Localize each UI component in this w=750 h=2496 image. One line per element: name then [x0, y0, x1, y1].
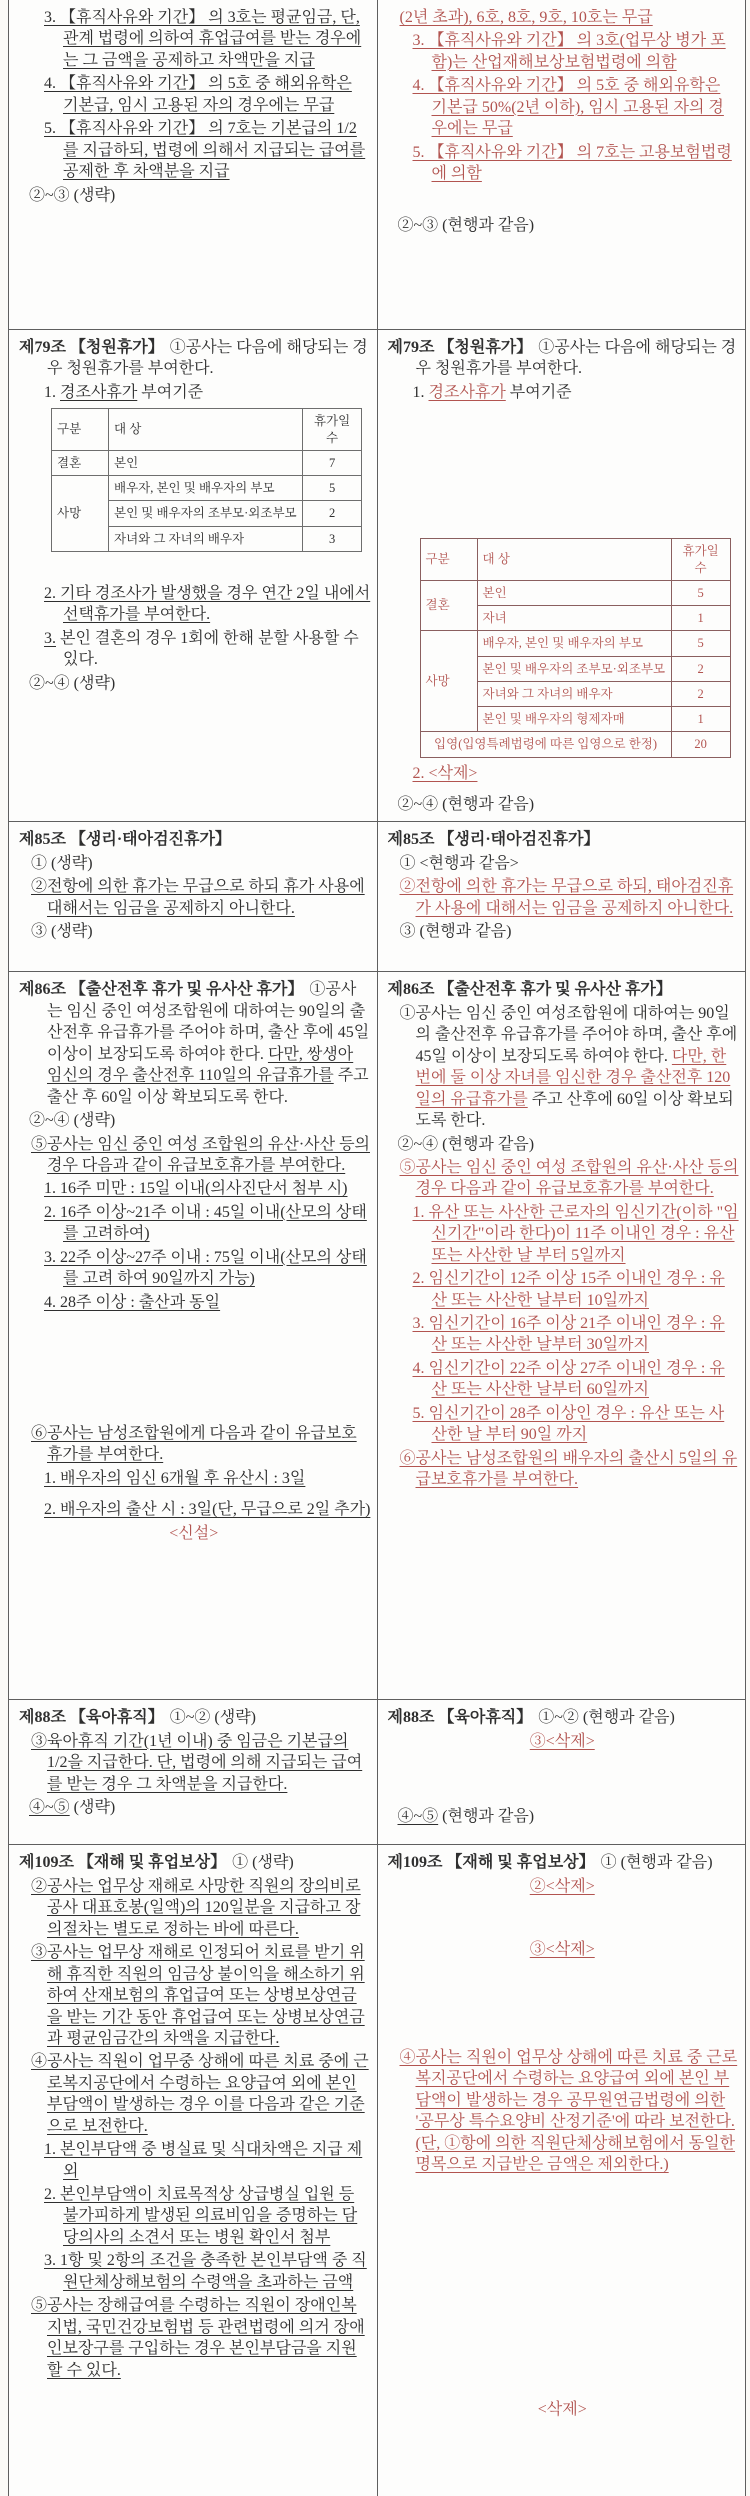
- revised-item-1: [412, 382, 740, 403]
- cell-content: [386, 7, 740, 325]
- days: 7: [303, 450, 362, 475]
- clause-1: ①공사는 다음에 해당되는 경우 청원휴가를 부여한다.: [415, 339, 737, 378]
- category-marriage: 결혼: [52, 450, 109, 475]
- article-88-revised-heading: [387, 1707, 740, 1728]
- clause-4: ④공사는 직원이 업무중 상해에 따른 치료 중에 근로복지공단에서 수령하는 요양급여 외에 본인부담액이 발생하는 경우 이를 다음과 같은 기준으로 보전한다.: [31, 2053, 369, 2135]
- clause-6-amended: ⑥공사는 남성조합원의 배우자의 출산시 5일의 유급보호휴가를 부여한다.: [399, 1449, 738, 1489]
- revised-item-2-deleted: 2. <삭제>: [412, 764, 478, 782]
- clause-1-part-b: 주고 산후에 60일 이상 확보되도록 한다.: [415, 1090, 734, 1130]
- clauses-1-2-omitted: ①~② (생략): [169, 1709, 256, 1727]
- clause-3: ③육아휴직 기간(1년 이내) 중 임금은 기본급의 1/2을 지급한다. 단, 법령에 의해 지급되는 급여를 받는 경우 그 차액분을 지급한다.: [31, 1732, 363, 1793]
- days: 5: [303, 476, 362, 501]
- cell-content: [386, 979, 740, 1695]
- target: 배우자, 본인 및 배우자의 부모: [109, 476, 303, 501]
- current-item-1: [44, 382, 371, 403]
- cell-current-79: [9, 330, 378, 822]
- days: 1: [671, 606, 730, 631]
- clause-5-item-2: 2. 임신기간이 12주 이상 15주 이내인 경우 : 유산 또는 사산한 날부터 10일까지: [412, 1270, 725, 1309]
- cell-content: [386, 1707, 740, 1840]
- clause-6-item-2: 2. 배우자의 출산 시 : 3일(단, 무급으로 2일 추가): [44, 1501, 371, 1519]
- days: 5: [671, 580, 730, 605]
- enlistment-row: 입영(입영특례법령에 따른 입영으로 한정): [420, 732, 671, 757]
- category-death: 사망: [420, 631, 477, 732]
- cell-content: [386, 1852, 740, 2492]
- spacer: [17, 557, 371, 583]
- current-item-3: 3. 【휴직사유와 기간】 의 3호는 평균임금, 단, 관계 법령에 의하여 휴업급여를 받는 경우에는 그 금액을 공제하고 차액만을 지급: [44, 9, 362, 69]
- row-article-109: [9, 1845, 746, 2496]
- clause-5-item-1: 1. 16주 미만 : 15일 이내(의사진단서 첨부 시): [44, 1180, 348, 1198]
- cell-revised-86: [377, 972, 746, 1700]
- header-days: 휴가일수: [671, 539, 730, 581]
- clause-5-item-4: 4. 28주 이상 : 출산과 동일: [44, 1293, 221, 1311]
- article-number: 제109조 【재해 및 휴업보상】: [19, 1854, 227, 1872]
- row-article-86: [9, 972, 746, 1700]
- clauses-1-2-unchanged: ①~② (현행과 같음): [538, 1709, 675, 1727]
- article-number: 제79조 【청원휴가】: [387, 339, 533, 356]
- clause-6: ⑥공사는 남성조합원에게 다음과 같이 유급보호휴가를 부여한다.: [31, 1425, 357, 1464]
- revised-unchanged-clauses: ②~③ (현행과 같음): [397, 216, 535, 234]
- clause-5-item-3: 3. 22주 이상~27주 이내 : 75일 이내(산모의 상태를 고려 하여 90일까지 가능): [44, 1248, 367, 1288]
- current-omitted-clauses: ②~④ (생략): [29, 1112, 116, 1130]
- underlined-term: 경조사휴가: [60, 383, 138, 401]
- spacer: [386, 1754, 740, 1806]
- spacer: [17, 1491, 371, 1499]
- target: 본인 및 배우자의 조부모·외조부모: [109, 501, 303, 526]
- clause-1-part-a: ①공사는 임신 중인 여성조합원에 대하여는 90일의 출산전후 유급휴가를 주어야 하며, 출산 후에 45일 이상이 보장되도록 하여야 한다.: [47, 981, 370, 1063]
- cell-current-86: [9, 972, 378, 1700]
- article-79-revised-heading: [387, 337, 740, 380]
- item-rest: 부여기준: [505, 383, 572, 401]
- cell-current-leave: [9, 0, 378, 330]
- clause-1-part-b: 주고 출산 후 60일 이상 확보되도록 한다.: [47, 1067, 369, 1106]
- spacer: [386, 405, 740, 533]
- clause-1-unchanged: ① <현행과 같음>: [399, 854, 519, 872]
- category-marriage: 결혼: [420, 580, 477, 631]
- article-85-revised-heading: 제85조 【생리·태아검진휴가】: [387, 831, 600, 849]
- revised-unchanged-clauses: ②~④ (현행과 같음): [397, 796, 535, 813]
- clause-4-item-3: 3. 1항 및 2항의 조건을 충족한 본인부담액 중 직원단체상해보험의 수령액을 초과하는 금액: [44, 2252, 367, 2291]
- article-109-revised-heading: [387, 1852, 740, 1873]
- clause-3-deleted: ③<삭제>: [529, 1941, 595, 1959]
- spacer: [386, 786, 740, 794]
- current-item-5: 5. 【휴직사유와 기간】 의 7호는 기본급의 1/2를 지급하되, 법령에 의해서 지급되는 급여를 공제한 후 차액분을 지급: [44, 120, 366, 181]
- category-death: 사망: [52, 476, 109, 552]
- cell-revised-85: [377, 822, 746, 972]
- header-days: 휴가일수: [303, 409, 362, 451]
- clause-4-item-2: 2. 본인부담액이 치료목적상 상급병실 입원 등 불가피하게 발생된 의료비임을 증명하는 담당의사의 소견서 또는 병원 확인서 첨부: [44, 2186, 358, 2246]
- clause-2: ②전항에 의한 휴가는 무급으로 하되 휴가 사용에 대해서는 임금을 공제하지 아니한다.: [31, 878, 365, 917]
- spacer: [386, 1899, 740, 1939]
- article-86-revised-heading: 제86조 【출산전후 휴가 및 유사산 휴가】: [387, 981, 672, 999]
- family-event-leave-table-revised: [420, 538, 731, 757]
- cell-current-109: [9, 1845, 378, 2496]
- target: 자녀: [477, 606, 671, 631]
- table-header-row: [52, 409, 362, 451]
- article-109-current-heading: [19, 1852, 371, 1873]
- clause-1: [399, 1003, 740, 1132]
- clause-6-item-1: 1. 배우자의 임신 6개월 후 유산시 : 3일: [44, 1469, 306, 1487]
- clause-2: ②공사는 업무상 재해로 사망한 직원의 장의비로 공사 대표호봉(일액)의 120일분을 지급하고 장의절차는 별도로 정하는 바에 따른다.: [31, 1877, 361, 1938]
- row-article-85: [9, 822, 746, 972]
- table-row: [52, 450, 362, 475]
- cell-current-85: [9, 822, 378, 972]
- clause-range: ④~⑤: [397, 1808, 439, 1826]
- revised-item-4: 4. 【휴직사유와 기간】 의 5호 중 해외유학은 기본급 50%(2년 이하), 임시 고용된 자의 경우에는 무급: [412, 77, 724, 138]
- current-item-4: 4. 【휴직사유와 기간】 의 5호 중 해외유학은 기본급, 임시 고용된 자의 경우에는 무급: [44, 75, 352, 114]
- clause-5-item-1: 1. 유산 또는 사산한 근로자의 임신기간(이하 "임신기간"이라 한다)이 11주 이내인 경우 : 유산 또는 사산한 날 부터 5일까지: [412, 1203, 739, 1264]
- article-85-current-heading: 제85조 【생리·태아검진휴가】: [19, 831, 231, 849]
- table-row: [420, 631, 730, 656]
- days: 1: [671, 707, 730, 732]
- current-item-3: [44, 628, 371, 671]
- clause-1-amended-part: 다만, 한 번에 둘 이상 자녀를 임신한 경우 출산전후 120일의 유급휴가를: [415, 1047, 731, 1108]
- clause-4-amended: ④공사는 직원이 업무상 상해에 따른 치료 중 근로복지공단에서 수령하는 요양급여 외에 본인 부담액이 발생하는 경우 공무원연금법령에 의한 '공무상 특수요양비 산정기준'에 따라 보전한다.(단, ①항에 의한 직원단체상해보험에서 동일한 명목으로 지급받은 금액은 제외한다.): [399, 2048, 738, 2173]
- spacer: [386, 1963, 740, 2047]
- cell-content: [17, 7, 371, 325]
- clause-5-deleted-marker: <삭제>: [537, 2401, 587, 2419]
- unchanged-note: (현행과 같음): [438, 1808, 535, 1826]
- days: 2: [303, 501, 362, 526]
- clause-5: ⑤공사는 장해급여를 수령하는 직원이 장애인복지법, 국민건강보험법 등 관련법령에 의거 장애인보장구를 구입하는 경우 본인부담금을 지원할 수 있다.: [31, 2297, 365, 2379]
- clause-3-unchanged: ③ (현행과 같음): [399, 923, 512, 941]
- article-79-current-heading: [19, 337, 371, 380]
- spacer: [17, 1315, 371, 1423]
- article-number: 제79조 【청원휴가】: [19, 339, 164, 356]
- header-target: 대 상: [109, 409, 303, 451]
- clause-5-item-4: 4. 임신기간이 22주 이상 27주 이내인 경우 : 유산 또는 사산한 날부터 60일까지: [412, 1359, 725, 1399]
- spacer: [386, 2177, 740, 2399]
- new-provision-marker: <신설>: [169, 1524, 219, 1542]
- item-number: 1.: [44, 383, 60, 401]
- days: 2: [671, 656, 730, 681]
- revised-continuation: (2년 초과), 6호, 8호, 9호, 10호는 무급: [399, 9, 653, 26]
- header-category: 구분: [52, 409, 109, 451]
- spacer: [386, 187, 740, 215]
- clause-5-amended: ⑤공사는 임신 중인 여성 조합원의 유산·사산 등의 경우 다음과 같이 유급보호휴가를 부여한다.: [399, 1158, 739, 1198]
- row-article-88: [9, 1700, 746, 1845]
- clause-1-amended-part: 다만, 쌍생아 임신의 경우 출산전후 110일의 유급휴가를: [47, 1045, 354, 1085]
- days: 20: [671, 732, 730, 757]
- clause-1-omitted: ① (생략): [31, 854, 93, 872]
- article-number: 제109조 【재해 및 휴업보상】: [387, 1854, 595, 1872]
- target: 본인 및 배우자의 조부모·외조부모: [477, 656, 671, 681]
- revised-item-5: 5. 【휴직사유와 기간】 의 7호는 고용보험법령에 의함: [412, 143, 732, 183]
- cell-content: [17, 1852, 371, 2492]
- current-omitted-clauses: ②~③ (생략): [29, 186, 116, 204]
- target: 본인: [109, 450, 303, 475]
- clause-2-deleted: ②<삭제>: [529, 1877, 595, 1895]
- clause-3-deleted: ③<삭제>: [529, 1732, 595, 1750]
- article-number: 제88조 【육아휴직】: [19, 1709, 164, 1727]
- days: 5: [671, 631, 730, 656]
- clause-4-item-1: 1. 본인부담액 중 병실료 및 식대차액은 지급 제외: [44, 2141, 363, 2180]
- article-number: 제88조 【육아휴직】: [387, 1709, 533, 1727]
- clause-3-omitted: ③ (생략): [31, 923, 93, 941]
- clause-2-amended: ②전항에 의한 휴가는 무급으로 하되, 태아검진휴가 사용에 대해서는 임금을 공제하지 아니한다.: [399, 878, 734, 917]
- clause-5: ⑤공사는 임신 중인 여성 조합원의 유산·사산 등의 경우 다음과 같이 유급보호휴가를 부여한다.: [31, 1135, 370, 1174]
- cell-revised-88: [377, 1700, 746, 1845]
- target: 자녀와 그 자녀의 배우자: [477, 681, 671, 706]
- omitted-note: (생략): [69, 1799, 116, 1817]
- article-88-current-heading: [19, 1707, 371, 1728]
- target: 본인 및 배우자의 형제자매: [477, 707, 671, 732]
- table-row: [420, 732, 730, 757]
- cell-content: [17, 829, 371, 967]
- target: 자녀와 그 자녀의 배우자: [109, 526, 303, 551]
- clause-1-part-a: ①공사는 임신 중인 여성조합원에 대하여는 90일의 출산전후 유급휴가를 주어야 하며, 출산 후에 45일 이상이 보장되도록 하여야 한다.: [399, 1004, 738, 1065]
- clause-5-item-5: 5. 임신기간이 28주 이상인 경우 : 유산 또는 사산한 날 부터 90일 까지: [412, 1404, 725, 1444]
- item-number: 3.: [44, 629, 56, 647]
- revised-item-3: 3. 【휴직사유와 기간】 의 3호(업무상 병가 포함)는 산업재해보상보험법령에 의함: [412, 32, 726, 71]
- header-target: 대 상: [477, 539, 671, 581]
- current-omitted-clauses: [29, 1797, 371, 1818]
- comparison-table: [8, 0, 746, 2496]
- clause-3: ③공사는 업무상 재해로 인정되어 치료를 받기 위해 휴직한 직원의 임금상 불이익을 해소하기 위하여 산재보험의 휴업급여 또는 상병보상연금을 받는 기간 동안 휴업급여 또는 상병보상연금과 평균임금간의 차액을 지급한다.: [31, 1944, 365, 2047]
- table-row: [52, 476, 362, 501]
- cell-revised-leave: [377, 0, 746, 330]
- clause-1-omitted: ① (생략): [232, 1854, 294, 1872]
- days: 3: [303, 526, 362, 551]
- item-rest: 본인 결혼의 경우 1회에 한해 분할 사용할 수 있다.: [56, 629, 359, 669]
- cell-revised-109: [377, 1845, 746, 2496]
- current-omitted-clauses: ②~④ (생략): [29, 674, 116, 692]
- revised-unchanged-clauses: ②~④ (현행과 같음): [397, 1135, 535, 1153]
- cell-content: [386, 829, 740, 967]
- header-category: 구분: [420, 539, 477, 581]
- cell-current-88: [9, 1700, 378, 1845]
- target: 본인: [477, 580, 671, 605]
- cell-content: [17, 337, 371, 780]
- row-leave-of-absence: [9, 0, 746, 330]
- clause-1-unchanged: ① (현행과 같음): [600, 1854, 713, 1872]
- revised-unchanged-clauses: [398, 1806, 740, 1827]
- cell-content: [17, 1707, 371, 1840]
- family-event-leave-table-current: [51, 408, 362, 552]
- article-number: 제86조 【출산전후 휴가 및 유사산 휴가】: [19, 981, 304, 999]
- item-rest: 부여기준: [137, 383, 204, 401]
- article-86-current-heading: [19, 979, 371, 1108]
- clause-5-item-2: 2. 16주 이상~21주 이내 : 45일 이내(산모의 상태를 고려하여): [44, 1203, 367, 1243]
- cell-content: [17, 979, 371, 1695]
- item-number: 1.: [412, 383, 429, 401]
- clause-1: ①공사는 다음에 해당되는 경우 청원휴가를 부여한다.: [47, 339, 368, 378]
- target: 배우자, 본인 및 배우자의 부모: [477, 631, 671, 656]
- cell-content: [386, 337, 740, 815]
- current-item-2: 2. 기타 경조사가 발생했을 경우 연간 2일 내에서 선택휴가를 부여한다.: [44, 584, 371, 624]
- row-article-79: [9, 330, 746, 822]
- days: 2: [671, 681, 730, 706]
- cell-revised-79: [377, 330, 746, 822]
- table-header-row: [420, 539, 730, 581]
- clause-range: ④~⑤: [29, 1799, 70, 1817]
- underlined-term: 경조사휴가: [428, 383, 506, 401]
- clause-5-item-3: 3. 임신기간이 16주 이상 21주 이내인 경우 : 유산 또는 사산한 날부터 30일까지: [412, 1315, 725, 1354]
- table-row: [420, 580, 730, 605]
